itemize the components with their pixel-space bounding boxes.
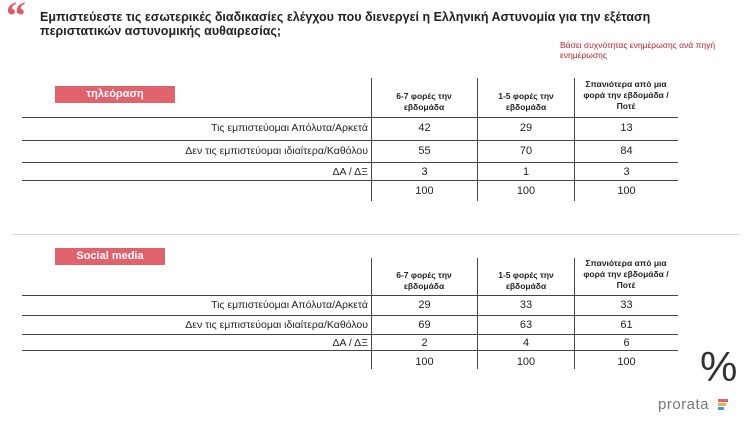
row-divider — [22, 350, 678, 351]
col-header: Σπανιότερα από μια φορά την εβδομάδα / Ποτέ — [583, 258, 669, 290]
brand-bars-icon — [718, 399, 728, 411]
question-title: Εμπιστεύεστε τις εσωτερικές διαδικασίες ελέγχου που διενεργεί η Ελληνική Αστυνομία για την εξέταση περιστατικών αστυνομικής αυθαιρεσίας; — [40, 10, 651, 38]
table-total: 100 — [415, 356, 434, 368]
table-cell: 2 — [421, 337, 428, 349]
col-header: 6-7 φορές την εβδομάδα — [396, 270, 452, 291]
quote-mark-icon: “ — [6, 0, 26, 38]
percent-logo-icon: % — [700, 343, 738, 390]
table-cell: 29 — [519, 122, 533, 134]
row-label: Τις εμπιστεύομαι Απόλυτα/Αρκετά — [211, 299, 368, 311]
row-label: Δεν τις εμπιστεύομαι ιδιαίτερα/Καθόλου — [185, 319, 368, 331]
row-divider — [22, 315, 678, 316]
tag-television: τηλεόραση — [55, 86, 175, 103]
table-cell: 13 — [620, 122, 633, 134]
col-divider — [574, 258, 575, 369]
brand-name: prorata — [658, 396, 710, 413]
col-header: 1-5 φορές την εβδομάδα — [498, 91, 554, 112]
row-label: Δεν τις εμπιστεύομαι ιδιαίτερα/Καθόλου — [185, 145, 368, 157]
table-total: 100 — [516, 185, 536, 197]
table-total: 100 — [617, 185, 636, 197]
table-cell: 4 — [522, 337, 530, 349]
table-cell: 55 — [418, 145, 431, 157]
table-cell: 69 — [418, 319, 431, 331]
table-cell: 3 — [623, 166, 630, 178]
row-divider — [22, 295, 678, 296]
table-total: 100 — [516, 356, 536, 368]
table-cell: 1 — [522, 166, 530, 178]
table-cell: 29 — [418, 299, 431, 311]
table-cell: 61 — [620, 319, 633, 331]
base-note: Βάσει συχνότητας ενημέρωσης ανά πηγή ενημέρωσης — [560, 40, 716, 60]
col-header: 6-7 φορές την εβδομάδα — [396, 91, 452, 112]
row-label: ΔΑ / ΔΞ — [332, 166, 368, 178]
row-divider — [22, 162, 678, 163]
table-cell: 42 — [418, 122, 431, 134]
table-cell: 63 — [519, 319, 533, 331]
row-divider — [22, 117, 678, 118]
row-divider — [22, 334, 678, 335]
table-cell: 33 — [620, 299, 633, 311]
col-header: 1-5 φορές την εβδομάδα — [498, 270, 554, 291]
row-label: Τις εμπιστεύομαι Απόλυτα/Αρκετά — [211, 122, 368, 134]
section-divider — [12, 234, 740, 235]
row-label: ΔΑ / ΔΞ — [332, 337, 368, 349]
table-cell: 33 — [519, 299, 533, 311]
col-header: Σπανιότερα από μια φορά την εβδομάδα / Ποτέ — [583, 79, 669, 111]
table-total: 100 — [415, 185, 434, 197]
tag-social-media: Social media — [55, 248, 165, 265]
table-cell: 3 — [421, 166, 428, 178]
row-divider — [22, 140, 678, 141]
table-cell: 70 — [519, 145, 533, 157]
table-cell: 6 — [623, 337, 630, 349]
table-cell: 84 — [620, 145, 633, 157]
col-divider — [371, 258, 372, 369]
row-divider — [22, 180, 678, 181]
col-divider — [477, 258, 478, 369]
table-total: 100 — [617, 356, 636, 368]
